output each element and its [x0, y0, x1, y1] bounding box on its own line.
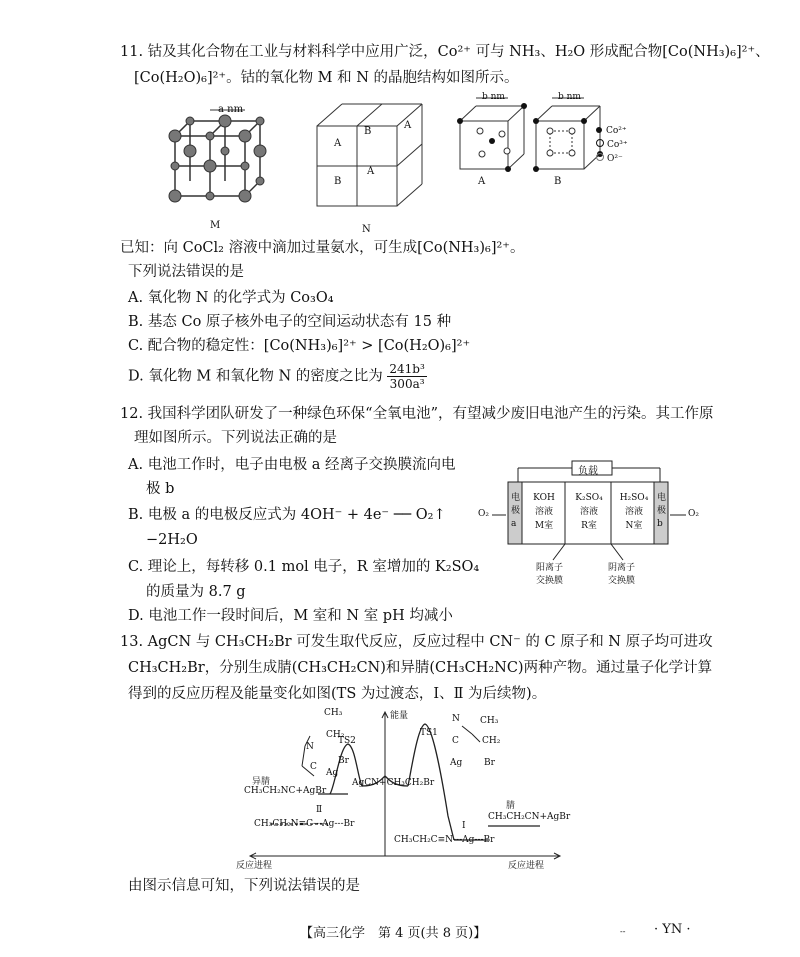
chamber-m-solution: 溶液	[534, 507, 553, 517]
ts2-c: C	[310, 762, 317, 772]
electrode-a-label	[511, 492, 520, 531]
ii-complex-label: CH₃CH₂N≡C---Ag---Br	[254, 819, 355, 829]
footer-mark: --	[620, 927, 626, 936]
q12-option-a2: 极 b	[146, 481, 175, 497]
ts2-br: Br	[338, 756, 349, 766]
page-footer: 【高三化学 第 4 页(共 8 页)】	[300, 926, 487, 941]
q13-line-2: CH₃CH₂Br，分别生成腈(CH₃CH₂CN)和异腈(CH₃CH₂NC)两种产物。通过量子化学计算	[128, 660, 713, 676]
electrode-b-char-1: 电	[657, 493, 667, 503]
right-axis-label: 反应进程	[508, 861, 545, 871]
q11-option-c: C. 配合物的稳定性：[Co(NH₃)₆]²⁺ > [Co(H₂O)₆]²⁺	[128, 338, 471, 354]
frac-denominator: 300a³	[389, 377, 425, 391]
q12-line-2: 理如图所示。下列说法正确的是	[134, 430, 337, 446]
nitrile-label: 腈	[506, 801, 516, 811]
q11-stem: 下列说法错误的是	[128, 264, 244, 280]
cube-a-label: A	[478, 176, 486, 187]
crystal-n-figure	[312, 96, 424, 236]
q12-line-1: 12. 我国科学团队研发了一种绿色环保“全氧电池”，有望减少废旧电池产生的污染。其工作原	[120, 406, 714, 422]
cube-a-figure	[452, 92, 532, 188]
crystal-n-a2: A	[367, 166, 375, 177]
electrode-b-label	[657, 492, 666, 531]
q11-option-d-fraction	[387, 362, 426, 391]
ts2-label: TS2	[338, 736, 356, 746]
chamber-r-solute: K₂SO₄	[575, 493, 603, 503]
crystal-m-figure	[160, 96, 270, 231]
legend-o2: O²⁻	[607, 154, 623, 164]
chamber-n	[614, 491, 654, 533]
q12-option-a1: A. 电池工作时，电子由电极 a 经离子交换膜流向电	[128, 457, 456, 473]
q11-line-2: [Co(H₂O)₆]²⁺。钴的氧化物 M 和 N 的晶胞结构如图所示。	[134, 70, 519, 86]
crystal-n-a3: A	[404, 120, 412, 131]
electrode-a-char-3: a	[511, 519, 517, 529]
q11-option-d	[128, 362, 427, 391]
ion-legend	[596, 124, 628, 166]
q12-option-b1: B. 电极 a 的电极反应式为 4OH⁻ + 4e⁻ ── O₂↑	[128, 507, 446, 523]
electrode-a-char-2: 极	[511, 506, 521, 516]
crystal-n-label: N	[362, 224, 371, 235]
q11-option-d-text: D. 氧化物 M 和氧化物 N 的密度之比为	[128, 368, 383, 385]
q11-option-a: A. 氧化物 N 的化学式为 Co₃O₄	[128, 290, 334, 306]
ts1-ch3: CH₃	[480, 716, 499, 726]
chamber-m-room: M室	[534, 521, 554, 531]
crystal-m-label: M	[210, 220, 221, 231]
anion-membrane-label	[608, 562, 635, 588]
q12-option-b2: −2H₂O	[146, 532, 198, 548]
ts2-ch2: CH₂	[326, 730, 345, 740]
q12-option-c2: 的质量为 8.7 g	[146, 584, 246, 600]
q13-line-3: 得到的反应历程及能量变化如图(TS 为过渡态，Ⅰ、Ⅱ 为后续物)。	[128, 686, 547, 702]
crystal-n-a1: A	[334, 138, 342, 149]
chamber-n-solute: H₂SO₄	[619, 493, 649, 503]
nitrile-sum-label: CH₃CH₂CN+AgBr	[488, 812, 571, 822]
ts2-n: N	[306, 742, 314, 752]
ii-label: Ⅱ	[316, 805, 323, 815]
ts1-label: TS1	[420, 728, 438, 738]
q11-option-b: B. 基态 Co 原子核外电子的空间运动状态有 15 种	[128, 314, 452, 330]
electrode-b-char-3: b	[657, 519, 663, 529]
cube-a-b-label: b nm	[482, 92, 505, 102]
isonitrile-sum-label: CH₃CH₂NC+AgBr	[244, 786, 327, 796]
i-complex-label: CH₃CH₂C≡N---Ag---Br	[394, 835, 495, 845]
cation-membrane-line-1: 阳离子	[536, 563, 564, 573]
chamber-m-solute: KOH	[533, 493, 555, 503]
left-axis-label: 反应进程	[236, 861, 273, 871]
energy-axis-label: 能量	[390, 711, 409, 721]
ts1-br: Br	[484, 758, 495, 768]
q11-line-1: 11. 钴及其化合物在工业与材料科学中应用广泛，Co²⁺ 可与 NH₃、H₂O 形成配合物[Co(NH₃)₆]²⁺、	[120, 44, 770, 60]
chamber-n-room: N室	[625, 521, 643, 531]
ts1-ch2: CH₂	[482, 736, 501, 746]
ts2-ag: Ag	[326, 768, 339, 778]
q13-line-1: 13. AgCN 与 CH₃CH₂Br 可发生取代反应，反应过程中 CN⁻ 的 C 原子和 N 原子均可进攻	[120, 634, 713, 650]
q13-stem: 由图示信息可知，下列说法错误的是	[128, 878, 360, 894]
electrode-a-char-1: 电	[511, 493, 521, 503]
isonitrile-label: 异腈	[252, 777, 271, 787]
electrode-b-char-2: 极	[657, 506, 667, 516]
crystal-n-b2: B	[334, 176, 342, 187]
chamber-m	[530, 491, 558, 533]
q11-known: 已知：向 CoCl₂ 溶液中滴加过量氨水，可生成[Co(NH₃)₆]²⁺。	[120, 240, 525, 256]
legend-co2: Co²⁺	[606, 126, 627, 136]
chamber-n-solution: 溶液	[624, 507, 643, 517]
ts1-c: C	[452, 736, 459, 746]
ts1-n: N	[452, 714, 460, 724]
start-label: AgCN+CH₃CH₂Br	[352, 778, 435, 788]
q12-option-c1: C. 理论上，每转移 0.1 mol 电子，R 室增加的 K₂SO₄	[128, 559, 480, 575]
load-label: 负载	[578, 466, 598, 477]
legend-co3: Co³⁺	[607, 140, 628, 150]
cation-membrane-line-2: 交换膜	[536, 576, 564, 586]
o2-right-label: O₂	[688, 509, 699, 519]
o2-left-label: O₂	[478, 509, 489, 519]
chamber-r-solution: 溶液	[579, 507, 598, 517]
crystal-m-a-label: a nm	[218, 104, 244, 115]
frac-numerator: 241b³	[389, 362, 425, 376]
anion-membrane-line-2: 交换膜	[608, 576, 636, 586]
ts1-ag: Ag	[450, 758, 463, 768]
cube-b-b-label: b nm	[558, 92, 581, 102]
anion-membrane-line-1: 阴离子	[608, 563, 636, 573]
chamber-r-room: R室	[581, 521, 597, 531]
ts2-ch3: CH₃	[324, 708, 343, 718]
footer-code: · YN ·	[654, 922, 691, 937]
crystal-n-b1: B	[364, 126, 372, 137]
i-label: Ⅰ	[462, 821, 466, 831]
energy-diagram	[230, 706, 571, 871]
cube-b-label: B	[554, 176, 562, 187]
chamber-r	[569, 491, 609, 533]
cation-membrane-label	[536, 562, 563, 588]
q12-option-d: D. 电池工作一段时间后，M 室和 N 室 pH 均减小	[128, 608, 453, 624]
battery-diagram	[478, 458, 718, 598]
